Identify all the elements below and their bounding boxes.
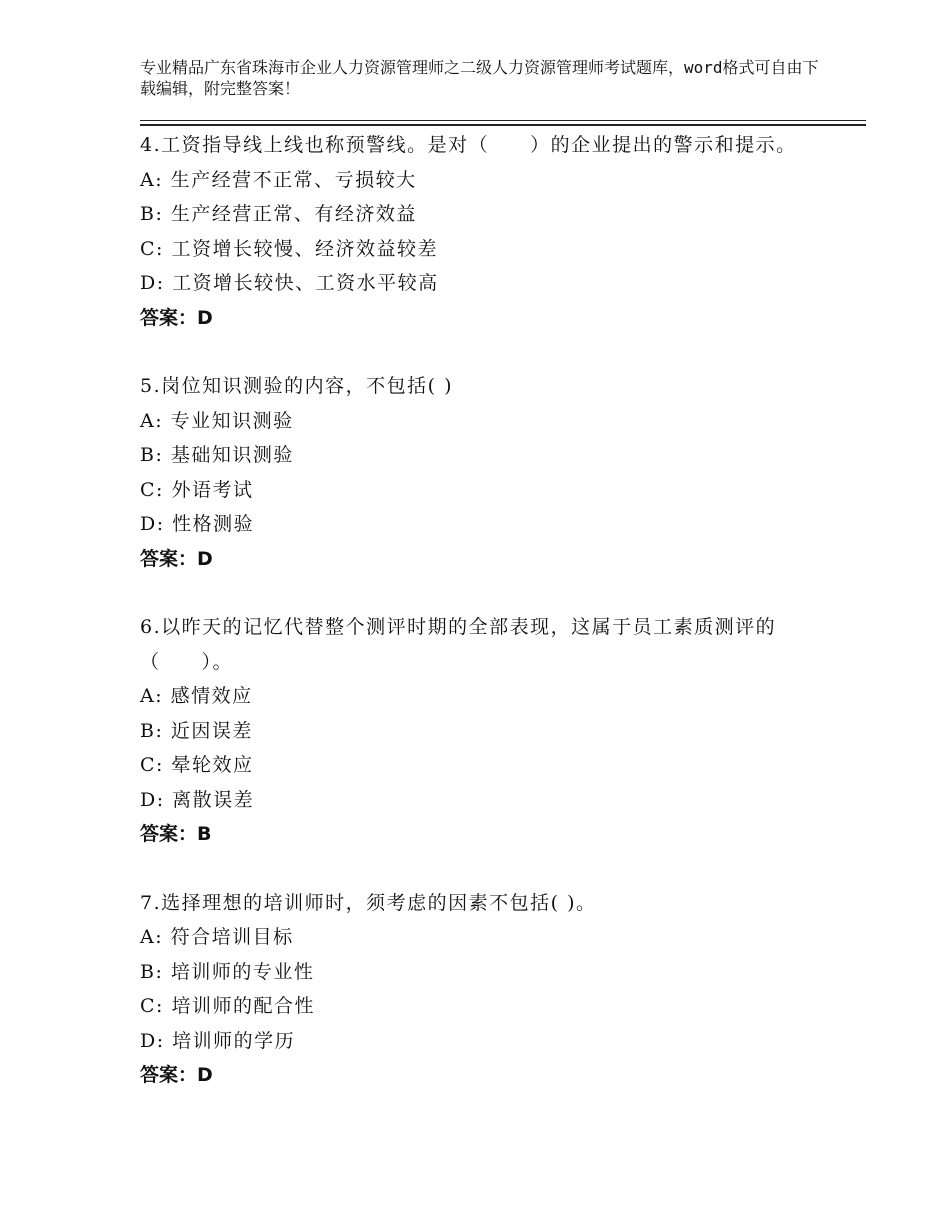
question-item	[140, 369, 840, 576]
header-divider-thick	[140, 124, 866, 126]
document-header: 专业精品广东省珠海市企业人力资源管理师之二级人力资源管理师考试题库，word格式可自由下载编辑，附完整答案！	[140, 58, 819, 98]
header-divider-thin	[140, 120, 866, 121]
option-d: D: 离散误差	[140, 788, 255, 811]
question-item	[140, 610, 840, 852]
question-list	[140, 128, 840, 1127]
option-a: A: 感情效应	[140, 685, 253, 707]
option-a: A: 专业知识测验	[140, 409, 294, 432]
answer-label: 答案：B	[140, 823, 212, 845]
question-stem: 5.岗位知识测验的内容，不包括( )	[140, 375, 453, 397]
answer-label: 答案：D	[140, 547, 213, 570]
option-b: B: 基础知识测验	[140, 444, 294, 466]
option-d: D: 性格测验	[140, 513, 255, 535]
option-c: C: 工资增长较慢、经济效益较差	[140, 237, 438, 260]
question-stem: 6.以昨天的记忆代替整个测评时期的全部表现，这属于员工素质测评的（ ）。	[140, 616, 777, 673]
question-stem: 4.工资指导线上线也称预警线。是对（ ）的企业提出的警示和提示。	[140, 134, 797, 156]
option-c: C: 晕轮效应	[140, 754, 254, 776]
question-item	[140, 128, 840, 335]
question-stem: 7.选择理想的培训师时，须考虑的因素不包括( )。	[140, 891, 597, 914]
option-a: A: 生产经营不正常、亏损较大	[140, 168, 417, 191]
option-b: B: 近因误差	[140, 719, 253, 742]
question-item	[140, 886, 840, 1093]
answer-label: 答案：D	[140, 1064, 213, 1086]
option-a: A: 符合培训目标	[140, 926, 294, 948]
option-b: B: 培训师的专业性	[140, 960, 315, 983]
option-c: C: 外语考试	[140, 478, 254, 501]
option-d: D: 工资增长较快、工资水平较高	[140, 272, 439, 294]
answer-label: 答案：D	[140, 306, 213, 329]
option-d: D: 培训师的学历	[140, 1029, 296, 1052]
option-c: C: 培训师的配合性	[140, 995, 315, 1017]
option-b: B: 生产经营正常、有经济效益	[140, 203, 417, 225]
